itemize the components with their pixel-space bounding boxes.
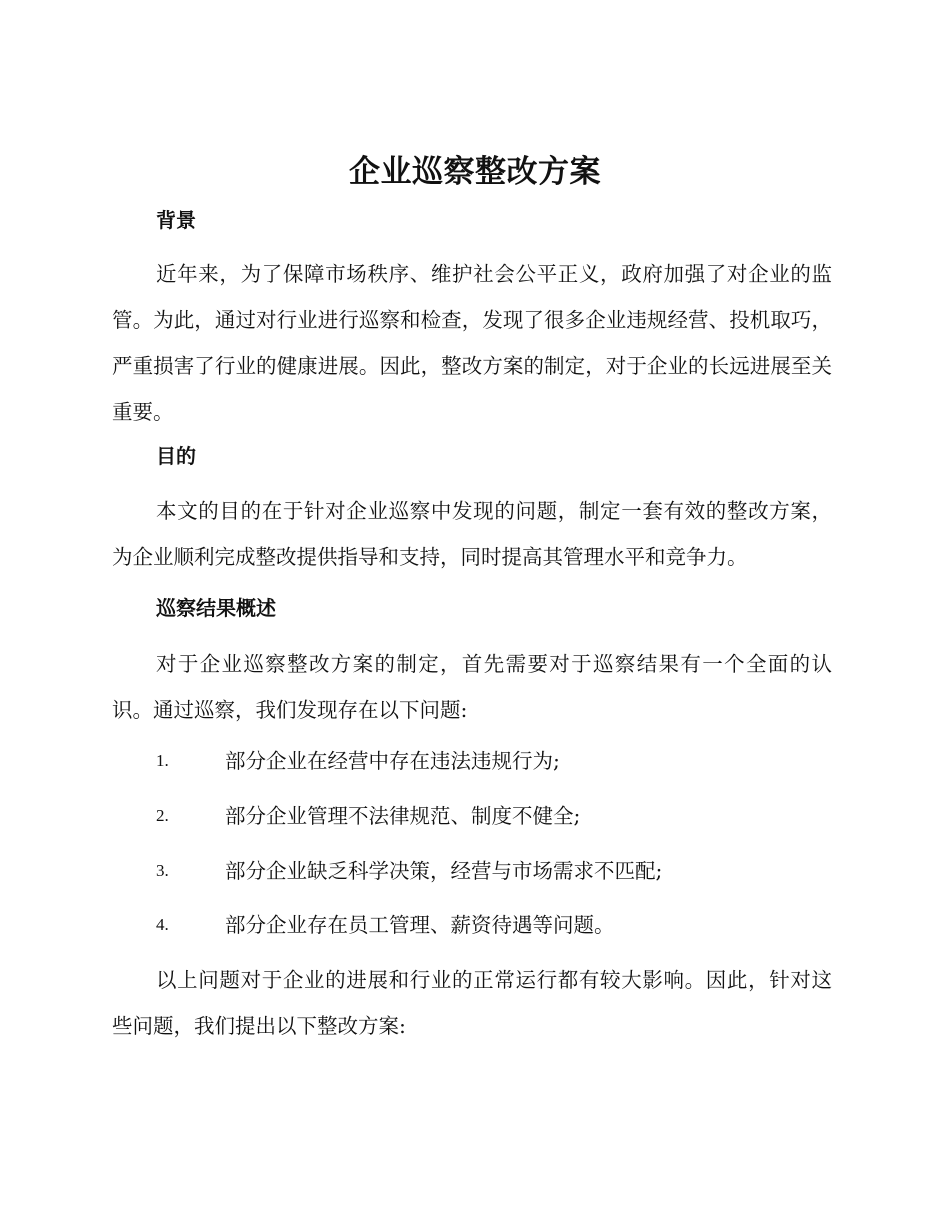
list-item-number: 3. xyxy=(156,861,169,880)
findings-intro-paragraph: 对于企业巡察整改方案的制定，首先需要对于巡察结果有一个全面的认识。通过巡察，我们发现存在以下问题: xyxy=(112,652,832,722)
list-item-text: 部分企业管理不法律规范、制度不健全; xyxy=(225,804,581,828)
list-item-number: 2. xyxy=(156,806,169,825)
section-heading-findings: 巡察结果概述 xyxy=(156,596,276,620)
section-heading-purpose: 目的 xyxy=(156,444,196,468)
section-heading-background: 背景 xyxy=(156,208,196,232)
list-item-text: 部分企业缺乏科学决策，经营与市场需求不匹配; xyxy=(225,859,663,883)
purpose-paragraph: 本文的目的在于针对企业巡察中发现的问题，制定一套有效的整改方案，为企业顺利完成整改提供指导和支持，同时提高其管理水平和竞争力。 xyxy=(112,499,832,569)
list-item xyxy=(156,910,836,940)
findings-closing-paragraph: 以上问题对于企业的进展和行业的正常运行都有较大影响。因此，针对这些问题，我们提出以下整改方案: xyxy=(112,968,832,1038)
document-title: 企业巡察整改方案 xyxy=(349,154,601,190)
list-item xyxy=(156,801,836,831)
list-item xyxy=(156,746,836,776)
list-item xyxy=(156,856,836,886)
list-item-text: 部分企业存在员工管理、薪资待遇等问题。 xyxy=(225,913,615,937)
list-item-number: 4. xyxy=(156,915,169,934)
list-item-number: 1. xyxy=(156,751,169,770)
background-paragraph: 近年来，为了保障市场秩序、维护社会公平正义，政府加强了对企业的监管。为此，通过对行业进行巡察和检查，发现了很多企业违规经营、投机取巧，严重损害了行业的健康进展。因此，整改方案的制定，对于企业的长远进展至关重要。 xyxy=(112,262,832,424)
list-item-text: 部分企业在经营中存在违法违规行为; xyxy=(225,749,560,773)
